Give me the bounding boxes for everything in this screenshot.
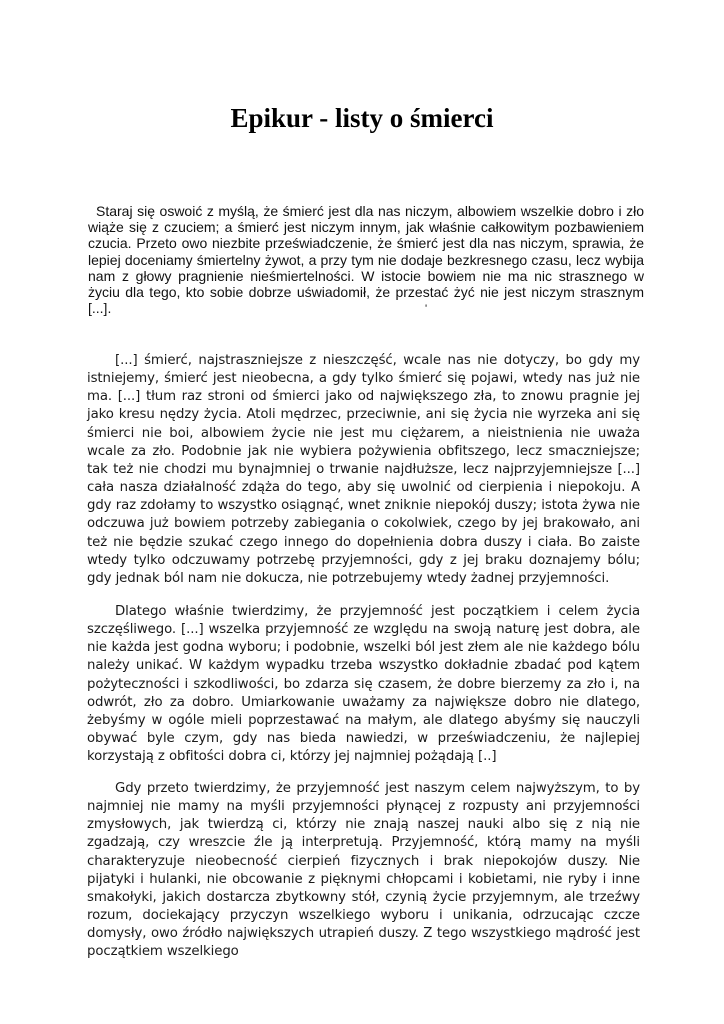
stray-mark: ' [425,303,428,315]
paragraph-1-text: Staraj się oswoić z myślą, że śmierć jest dla nas niczym, albowiem wszelkie dobro i zło wiąże się z czuciem; a śmierć jest niczym innym, jak właśnie całkowitym pozbawieniem czucia. Przeto owo niezbite przeświadczenie, że śmierć jest dla nas niczym, sprawia, że lepiej doceniamy śmiertelny żywot, a przy tym nie dodaje bezkresnego czasu, lecz wybija nam z głowy pragnienie nieśmiertelności. W istocie bowiem nie ma nic strasznego w życiu dla tego, kto sobie dobrze uświadomił, że przestać żyć nie jest niczym strasznym [...]. [88,203,644,317]
paragraph-3: Dlatego właśnie twierdzimy, że przyjemność jest początkiem i celem życia szczęśliwego. [...] wszelka przyjemność ze względu na swoją naturę jest dobra, ale nie każda jest godna wyboru; i podobnie, wszelki ból jest złem ale nie każdego bólu należy unikać. W każdym wypadku trzeba wszystko dokładnie zbadać pod kątem pożyteczności i szkodliwości, bo zdarza się czasem, że dobre bierzemy za zło i, na odwrót, zło za dobro. Umiarkowanie uważamy za największe dobro nie dlatego, żebyśmy w ogóle mieli poprzestawać na małym, ale dlatego abyśmy się nauczyli obywać byle czym, gdy nas bieda nawiedzi, w przeświadczeniu, że najlepiej korzystają z obfitości dobra ci, którzy jej najmniej pożądają [..] [87,604,640,765]
page-title: Epikur - listy o śmierci [230,103,494,133]
paragraph-4: Gdy przeto twierdzimy, że przyjemność jest naszym celem najwyższym, to by najmniej nie mamy na myśli przyjemności płynącej z rozpusty ani przyjemności zmysłowych, jak twierdzą ci, którzy nie znają naszej nauki albo się z nią nie zgadzają, czy wreszcie źle ją interpretują. Przyjemność, którą mamy na myśli charakteryzuje nieobecność cierpień fizycznych i brak niepokojów duszy. Nie pijatyki i hulanki, nie obcowanie z pięknymi chłopcami i kobietami, nie ryby i inne smakołyki, jakich dostarcza zbytkowny stół, czynią życie przyjemnym, ale trzeźwy rozum, dociekający przyczyn wszelkiego wyboru i unikania, odrzucając czcze domysły, owo źródło największych utrapień duszy. Z tego wszystkiego mądrość jest początkiem wszelkiego [87,781,640,960]
paragraph-2: [...] śmierć, najstraszniejsze z nieszczęść, wcale nas nie dotyczy, bo gdy my istniejemy, śmierć jest nieobecna, a gdy tylko śmierć się pojawi, wtedy nas już nie ma. [...] tłum raz stroni od śmierci jako od największego zła, to znowu pragnie jej jako kresu nędzy życia. Atoli mędrzec, przeciwnie, ani się życia nie wyrzeka ani się śmierci nie boi, albowiem życie nie jest mu ciężarem, a nieistnienia nie uważa wcale za zło. Podobnie jak nie wybiera pożywienia obfitszego, lecz smaczniejsze; tak też nie chodzi mu bynajmniej o trwanie najdłuższe, lecz najprzyjemniejsze [...] cała nasza działalność zdąża do tego, aby się uwolnić od cierpienia i niepokoju. A gdy raz zdołamy to wszystko osiągnąć, wnet zniknie niepokój duszy; istota żywa nie odczuwa już bowiem potrzeby zabiegania o cokolwiek, czego by jej brakowało, ani też nie będzie szukać czego innego do dopełnienia dobra duszy i ciała. Bo zaiste wtedy tylko odczuwamy potrzebę przyjemności, gdy z jej braku doznajemy bólu; gdy jednak ból nam nie dokucza, nie potrzebujemy wtedy żadnej przyjemności. [87,353,640,586]
paragraph-1 [88,203,644,316]
